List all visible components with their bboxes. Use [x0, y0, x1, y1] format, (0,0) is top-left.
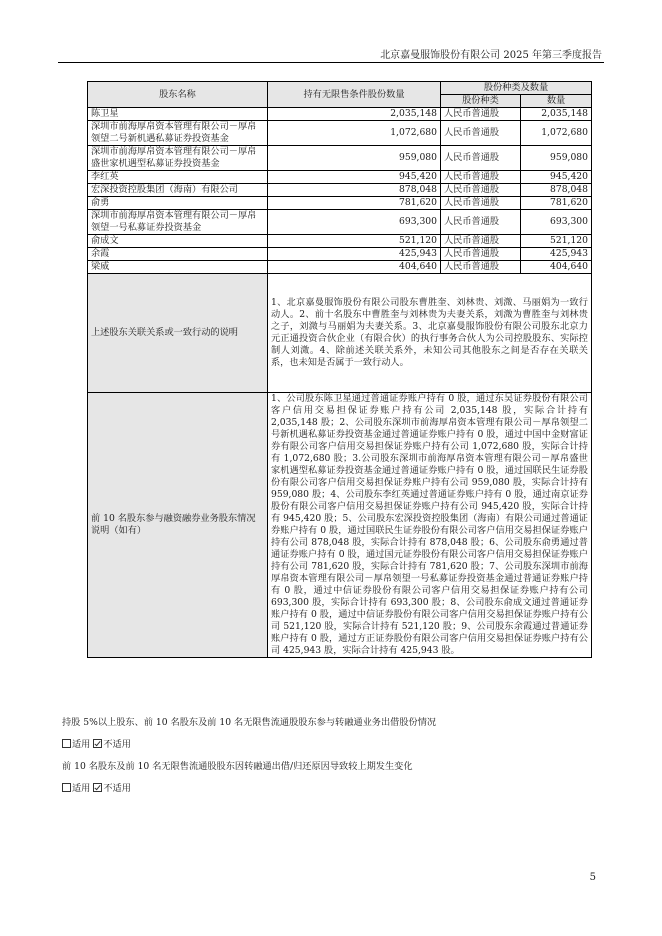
relation-label: 上述股东关联关系或一致行动的说明 — [88, 274, 268, 393]
cell-shares: 521,120 — [268, 235, 441, 248]
cell-shares: 959,080 — [268, 146, 441, 171]
cell-name: 宏深投资控股集团（海南）有限公司 — [88, 184, 268, 197]
col-header-qty: 数量 — [521, 95, 592, 108]
cell-type: 人民币普通股 — [441, 108, 521, 121]
cell-qty: 878,048 — [521, 184, 592, 197]
cell-type: 人民币普通股 — [441, 235, 521, 248]
section1-options — [62, 736, 131, 750]
cell-qty: 425,943 — [521, 248, 592, 261]
cell-qty: 945,420 — [521, 171, 592, 184]
table-row — [88, 235, 592, 248]
table-row — [88, 197, 592, 210]
cell-qty: 1,072,680 — [521, 121, 592, 146]
relation-text: 1、北京嘉曼服饰股份有限公司股东曹胜奎、刘林贵、刘溦、马丽娟为一致行动人。2、前十名股东中曹胜奎与刘林贵为夫妻关系，刘溦为曹胜奎与刘林贵之子，刘溦与马丽娟为夫妻关系。3、北京嘉曼服饰股份有限公司股东北京力元正通投资合伙企业（有限合伙）的执行事务合伙人为公司控股股东、实际控制人刘溦。4、除前述关联关系外，未知公司其他股东之间是否存在关联关系，也未知是否属于一致行动人。 — [268, 274, 592, 393]
checked-box-icon — [93, 739, 102, 748]
cell-name: 深圳市前海厚帛资本管理有限公司－厚帛盛世家机遇型私募证券投资基金 — [88, 146, 268, 171]
section2-options — [62, 780, 131, 794]
cell-qty: 959,080 — [521, 146, 592, 171]
cell-shares: 1,072,680 — [268, 121, 441, 146]
cell-name: 深圳市前海厚帛资本管理有限公司－厚帛领望一号私募证券投资基金 — [88, 210, 268, 235]
cell-type: 人民币普通股 — [441, 184, 521, 197]
table-row — [88, 121, 592, 146]
cell-qty: 781,620 — [521, 197, 592, 210]
section1-text: 持股 5%以上股东、前 10 名股东及前 10 名无限售流通股股东参与转融通业务出借股份情况 — [62, 717, 437, 728]
cell-name: 陈卫星 — [88, 108, 268, 121]
cell-name: 梁威 — [88, 261, 268, 274]
cell-qty: 693,300 — [521, 210, 592, 235]
margin-label: 前 10 名股东参与融资融券业务股东情况说明（如有） — [88, 393, 268, 658]
cell-shares: 878,048 — [268, 184, 441, 197]
report-header: 北京嘉曼服饰股份有限公司 2025 年第三季度报告 — [380, 50, 602, 61]
cell-qty: 404,640 — [521, 261, 592, 274]
cell-type: 人民币普通股 — [441, 121, 521, 146]
unchecked-box-icon — [62, 783, 71, 792]
cell-qty: 521,120 — [521, 235, 592, 248]
cell-name: 余霞 — [88, 248, 268, 261]
cell-shares: 693,300 — [268, 210, 441, 235]
cell-shares: 425,943 — [268, 248, 441, 261]
page-number: 5 — [589, 872, 596, 883]
table-row — [88, 184, 592, 197]
table-row — [88, 146, 592, 171]
checked-box-icon — [93, 783, 102, 792]
section2-text: 前 10 名股东及前 10 名无限售流通股股东因转融通出借/归还原因导致较上期发生变化 — [62, 761, 413, 772]
col-header-type-group: 股份种类及数量 — [441, 82, 592, 95]
unchecked-box-icon — [62, 739, 71, 748]
cell-name: 深圳市前海厚帛资本管理有限公司－厚帛领望二号新机遇私募证券投资基金 — [88, 121, 268, 146]
col-header-type: 股份种类 — [441, 95, 521, 108]
cell-shares: 2,035,148 — [268, 108, 441, 121]
table-row — [88, 108, 592, 121]
shareholder-table — [87, 81, 592, 658]
cell-type: 人民币普通股 — [441, 261, 521, 274]
section1-not-applicable: 不适用 — [103, 739, 131, 750]
cell-shares: 781,620 — [268, 197, 441, 210]
cell-type: 人民币普通股 — [441, 210, 521, 235]
cell-qty: 2,035,148 — [521, 108, 592, 121]
cell-type: 人民币普通股 — [441, 248, 521, 261]
cell-type: 人民币普通股 — [441, 146, 521, 171]
margin-text: 1、公司股东陈卫星通过普通证券账户持有 0 股，通过东吴证券股份有限公司客户信用交易担保证券账户持有公司 2,035,148 股，实际合计持有 2,035,148 股；2、公司股东深圳市前海厚帛资本管理有限公司－厚帛领望二号新机遇私募证券投资基金通过普通证券账户持有 0 股，通过中国中金财富证券有限公司客户信用交易担保证券账户持有公司 1,072,680 股，实际合计持有 1,072,680 股；3.公司股东深圳市前海厚帛资本管理有限公司－厚帛盛世家机遇型私募证券投资基金通过普通证券账户持有 0 股，通过国联民生证券股份有限公司客户信用交易担保证券账户持有公司 959,080 股，实际合计持有 959,080 股；4、公司股东李红英通过普通证券账户持有 0 股，通过南京证券股份有限公司客户信用交易担保证券账户持有公司 945,420 股，实际合计持有 945,420 股；5、公司股东宏深投资控股集团（海南）有限公司通过普通证券账户持有 0 股，通过国联民生证券股份有限公司客户信用交易担保证券账户持有公司 878,048 股，实际合计持有 878,048 股；6、公司股东俞勇通过普通证券账户持有 0 股，通过国元证券股份有限公司客户信用交易担保证券账户持有公司 781,620 股，实际合计持有 781,620 股；7、公司股东深圳市前海厚帛资本管理有限公司－厚帛领望一号私募证券投资基金通过普通证券账户持有 0 股，通过中信证券股份有限公司客户信用交易担保证券账户持有公司 693,300 股，实际合计持有 693,300 股；8、公司股东俞成文通过普通证券账户持有 0 股，通过中信证券股份有限公司客户信用交易担保证券账户持有公司 521,120 股，实际合计持有 521,120 股；9、公司股东余霞通过普通证券账户持有 0 股，通过方正证券股份有限公司客户信用交易担保证券账户持有公司 425,943 股，实际合计持有 425,943 股。 — [268, 393, 592, 658]
table-row — [88, 171, 592, 184]
table-row — [88, 261, 592, 274]
section2-not-applicable: 不适用 — [103, 783, 131, 794]
table-row — [88, 248, 592, 261]
cell-name: 俞成文 — [88, 235, 268, 248]
cell-type: 人民币普通股 — [441, 197, 521, 210]
col-header-shares: 持有无限售条件股份数量 — [268, 82, 441, 108]
cell-shares: 404,640 — [268, 261, 441, 274]
col-header-name: 股东名称 — [88, 82, 268, 108]
section2-applicable: 适用 — [72, 783, 91, 794]
header-rule — [58, 62, 604, 63]
cell-name: 俞勇 — [88, 197, 268, 210]
section1-applicable: 适用 — [72, 739, 91, 750]
cell-shares: 945,420 — [268, 171, 441, 184]
table-row — [88, 210, 592, 235]
cell-type: 人民币普通股 — [441, 171, 521, 184]
cell-name: 李红英 — [88, 171, 268, 184]
